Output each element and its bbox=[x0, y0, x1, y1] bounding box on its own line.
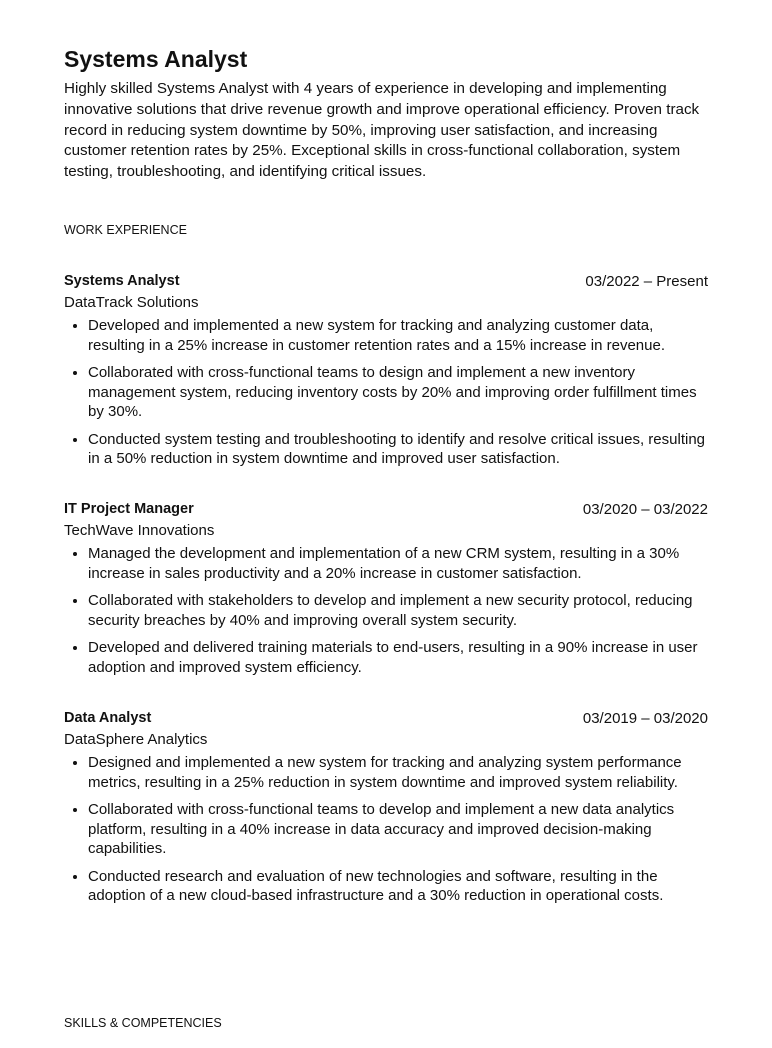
job-entry bbox=[64, 273, 708, 477]
bullet-item: • Conducted research and evaluation of new technologies and software, resulting in the adoption of a new cloud-based infrastructure and a 30% reduction in operational costs. bbox=[88, 867, 708, 906]
job-entry bbox=[64, 710, 708, 914]
job-dates: 03/2022 – Present bbox=[585, 273, 708, 290]
job-dates: 03/2020 – 03/2022 bbox=[582, 501, 708, 518]
bullet-item: • Collaborated with stakeholders to develop and implement a new security protocol, reducing security breaches by 40% and improving overall system security. bbox=[88, 591, 708, 630]
summary: Highly skilled Systems Analyst with 4 years of experience in developing and implementing innovative solutions that drive revenue growth and improve operational efficiency. Proven track record in reducing system downtime by 50%, improving user satisfaction, and increasing customer retention rates by 25%. Exceptional skills in cross-functional collaboration, system testing, troubleshooting, and identifying critical issues. bbox=[64, 80, 700, 181]
bullet-list bbox=[64, 753, 708, 906]
skills-heading: SKILLS & COMPETENCIES bbox=[64, 1016, 222, 1030]
bullet-item: • Collaborated with cross-functional teams to develop and implement a new data analytics platform, resulting in a 40% increase in data accuracy and improved decision-making capabilities. bbox=[88, 800, 708, 859]
job-title: Data Analyst bbox=[64, 710, 152, 726]
work-experience-heading: WORK EXPERIENCE bbox=[64, 223, 187, 237]
company: TechWave Innovations bbox=[64, 522, 215, 539]
resume-title: Systems Analyst bbox=[64, 46, 248, 72]
bullet-list bbox=[64, 544, 708, 677]
bullet-item: • Developed and delivered training materials to end-users, resulting in a 90% increase in user adoption and improved system efficiency. bbox=[88, 638, 708, 677]
bullet-item: • Designed and implemented a new system for tracking and analyzing system performance metrics, resulting in a 25% reduction in system downtime and improved system reliability. bbox=[88, 753, 708, 792]
job-title: IT Project Manager bbox=[64, 501, 194, 517]
bullet-item: • Developed and implemented a new system for tracking and analyzing customer data, resulting in a 25% increase in customer retention rates and a 15% increase in revenue. bbox=[88, 316, 708, 355]
job-entry bbox=[64, 501, 708, 685]
company: DataSphere Analytics bbox=[64, 731, 208, 748]
company: DataTrack Solutions bbox=[64, 294, 199, 311]
job-title: Systems Analyst bbox=[64, 273, 180, 289]
bullet-item: • Conducted system testing and troubleshooting to identify and resolve critical issues, resulting in a 50% reduction in system downtime and improved user satisfaction. bbox=[88, 430, 708, 469]
bullet-item: • Managed the development and implementation of a new CRM system, resulting in a 30% increase in sales productivity and a 20% increase in customer satisfaction. bbox=[88, 544, 708, 583]
job-dates: 03/2019 – 03/2020 bbox=[582, 710, 708, 727]
bullet-list bbox=[64, 316, 708, 469]
bullet-item: • Collaborated with cross-functional teams to design and implement a new inventory management system, reducing inventory costs by 20% and improving order fulfillment times by 30%. bbox=[88, 363, 708, 422]
